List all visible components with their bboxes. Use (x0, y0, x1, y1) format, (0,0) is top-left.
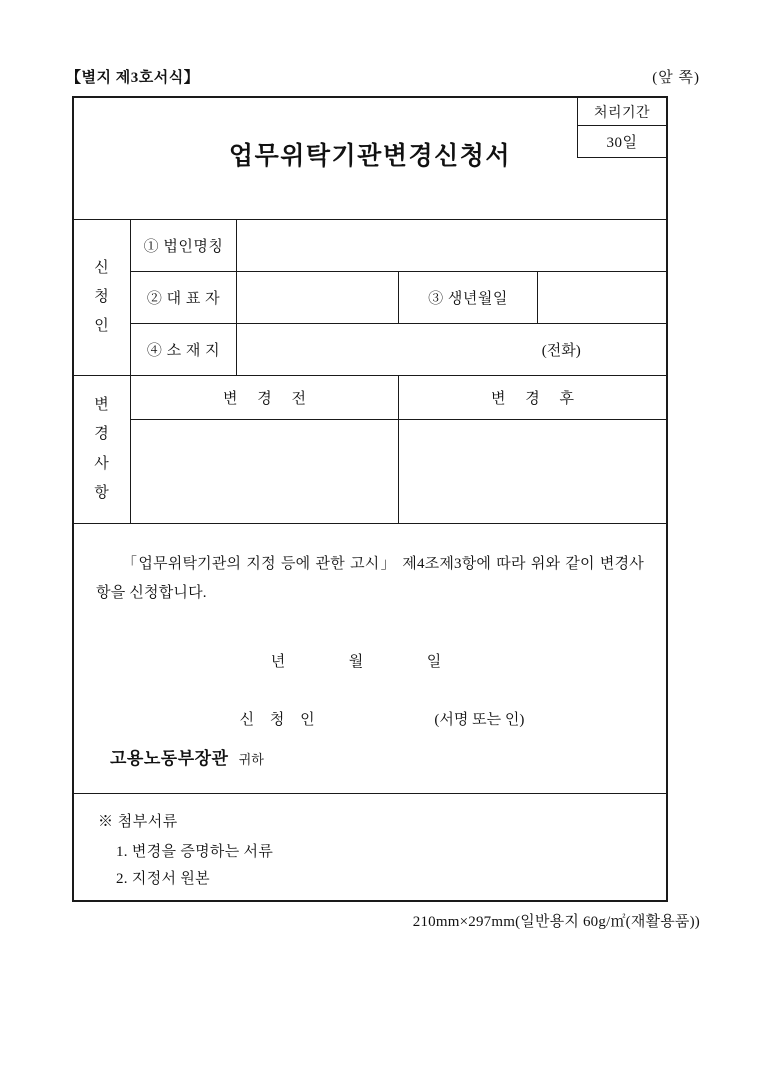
after-change-header: 변 경 후 (398, 376, 666, 419)
change-details-body (131, 376, 666, 523)
applicant-row-address (131, 324, 666, 375)
sheet-header (66, 66, 700, 87)
date-month-label: 월 (348, 654, 364, 670)
processing-period-value: 30일 (606, 135, 638, 151)
address-input[interactable] (237, 324, 457, 375)
phone-label: (전화) (541, 343, 581, 359)
representative-label: ② 대 표 자 (131, 272, 237, 323)
signature-or-seal-note: (서명 또는 인) (434, 712, 525, 728)
address-label: ④ 소 재 지 (131, 324, 237, 375)
title-band (74, 98, 666, 220)
signer-label: 신 청 인 (239, 712, 321, 728)
corporation-name-input[interactable] (237, 220, 666, 271)
attachments-section (74, 794, 666, 891)
form-outer-box (72, 96, 668, 902)
attachments-list (98, 837, 666, 891)
applicant-label-char-1: 신 (94, 259, 110, 276)
applicant-row-representative (131, 272, 666, 324)
birthdate-input[interactable] (538, 272, 666, 323)
change-details-section-label (74, 376, 131, 523)
list-item: 2. 지정서 원본 (116, 871, 210, 887)
change-details-section (74, 376, 666, 524)
processing-period-box (577, 97, 667, 158)
before-change-input[interactable] (131, 420, 398, 523)
recipient-line (110, 744, 264, 769)
representative-input[interactable] (237, 272, 398, 323)
signer-line (74, 708, 666, 729)
recipient-honorific: 귀하 (238, 752, 264, 767)
before-change-header: 변 경 전 (223, 391, 314, 407)
applicant-section-label (74, 220, 131, 375)
recipient-name: 고용노동부장관 (110, 749, 229, 768)
attachments-title: ※ 첨부서류 (98, 814, 178, 830)
change-label-char-4: 항 (94, 484, 110, 501)
change-details-header-row (131, 376, 666, 420)
applicant-label-char-2: 청 (94, 288, 110, 305)
statement-body-text: 「업무위탁기관의 지정 등에 관한 고시」 제4조제3항에 따라 위와 같이 변경사항을 신청합니다. (96, 556, 644, 602)
date-day-label: 일 (426, 654, 442, 670)
page-side-label: (앞 쪽) (652, 70, 700, 86)
date-line (74, 650, 666, 671)
corporation-name-label: ① 법인명칭 (131, 220, 237, 271)
birthdate-label: ③ 생년월일 (398, 272, 538, 323)
page-title: 업무위탁기관변경신청서 (228, 143, 512, 170)
change-details-entry-row (131, 420, 666, 523)
applicant-row-corporation-name (131, 220, 666, 272)
applicant-section (74, 220, 666, 376)
date-year-label: 년 (270, 654, 286, 670)
form-number-label: 【별지 제3호서식】 (66, 70, 200, 86)
after-change-input[interactable] (398, 420, 666, 523)
change-label-char-3: 사 (94, 455, 110, 472)
applicant-rows (131, 220, 666, 375)
change-label-char-2: 경 (94, 426, 110, 443)
list-item: 1. 변경을 증명하는 서류 (116, 844, 274, 860)
change-label-char-1: 변 (94, 397, 110, 413)
statement-section (74, 524, 666, 794)
applicant-label-char-3: 인 (94, 318, 110, 335)
paper-specification: 210mm×297mm(일반용지 60g/㎡(재활용품)) (412, 914, 700, 930)
processing-period-header: 처리기간 (578, 98, 666, 126)
